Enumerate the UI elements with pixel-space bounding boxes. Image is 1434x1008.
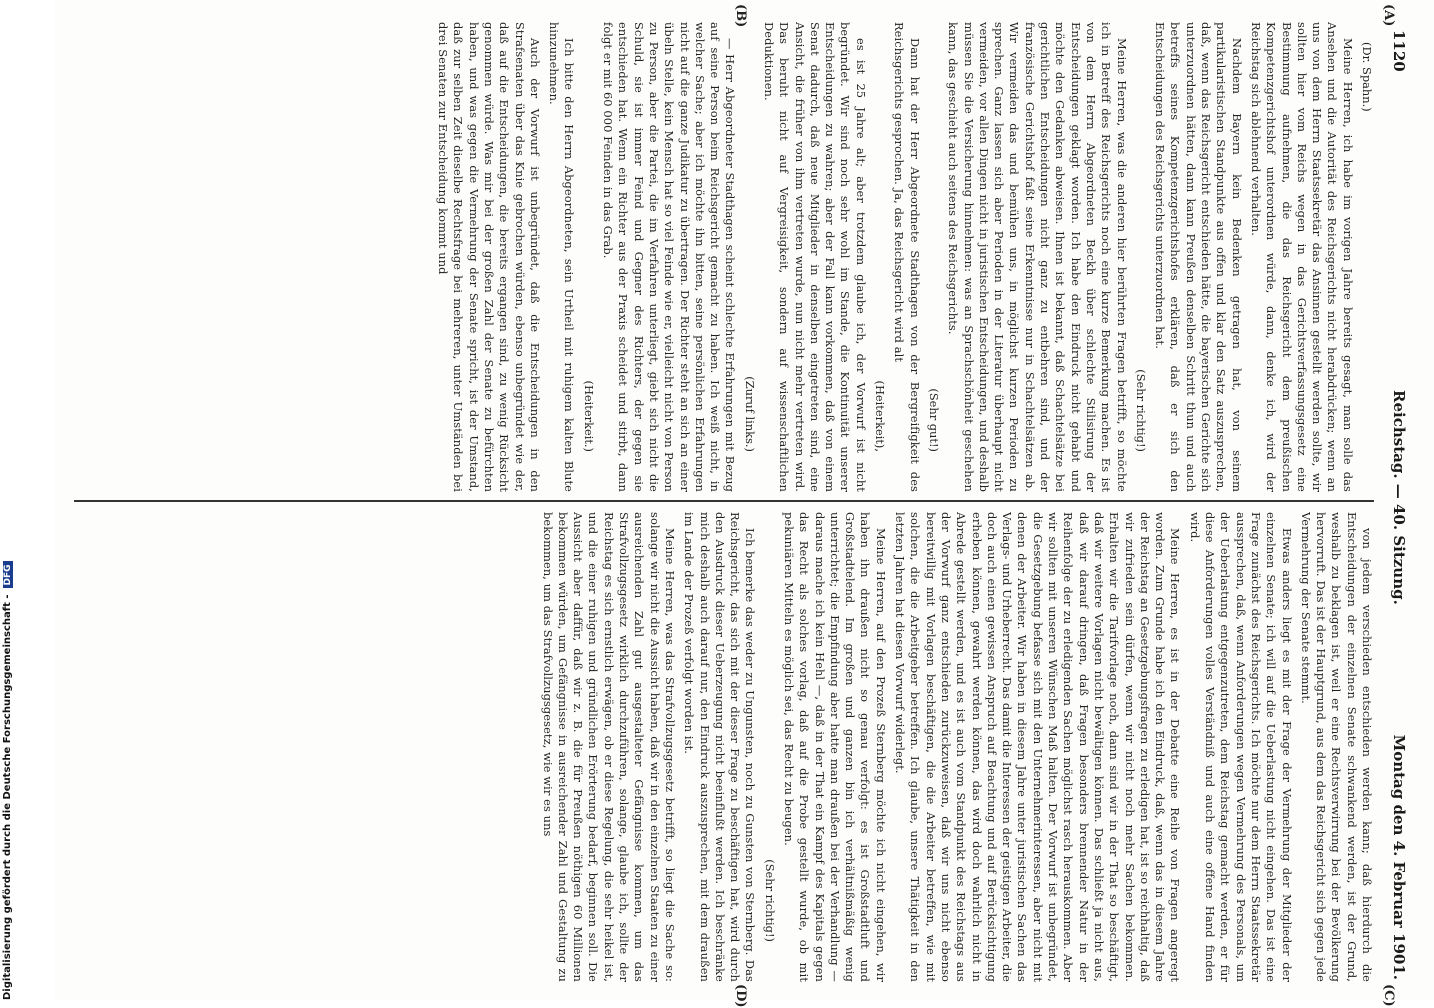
margin-marker-b: (B) (733, 4, 748, 28)
interjection: (Sehr gut!) (926, 388, 941, 452)
paragraph: Auch der Vorwurf ist unbegründet, daß die Entscheidungen in den Strafsenaten über das Knie gebrochen würden, ebenso unbegründet wie der, daß auf die Entscheidungen, die bereits ergangen sind, zu wenig Rücksicht genommen würde. Was mir bei der großen Zahl der Senate zu befürchten haben, und was gegen die Vermehrung der Senate spricht, ist der Umstand, daß zur selben Zeit dieselbe Rechtsfrage bei mehreren, unter Umständen bei drei Senaten zur Entscheidung kommt und (436, 22, 542, 492)
paragraph: Ich bemerke das weder zu Ungunsten, noch zu Gunsten von Sternberg. Das Reichsgericht, das sich mit der dieser Frage zu beschäftigen hat, wird durch den Ausdruck dieser Ueberzeugung nicht beeinflußt werden. Ich beschränke mich deshalb auch darauf nur, den Eindruck auszusprechen, mit dem draußen im Lande der Prozeß verfolgt worden ist. (682, 512, 758, 982)
paragraph: es ist 25 Jahre alt; aber trotzdem glaube ich, der Vorwurf ist nicht begründet. Wir sind noch sehr wohl im Stande, die Kontinuität unserer Entscheidungen zu wahren; aber der Fall kann vorkommen, daß von einem Senat dadurch, daß neue Mitglieder in denselben eingetreten sind, eine Ansicht, die früher von ihm vertreten wurde, nun nicht mehr vertreten wird. Das beruht nicht auf Vergreisigkeit, sondern auf wissenschaftlichen Deduktionen. (762, 22, 868, 492)
paragraph: Meine Herren, was die anderen hier berührten Fragen betrifft, so möchte ich in Betreff des Reichsgerichts noch eine kurze Bemerkung machen. Es ist von dem Herrn Abgeordneten Beckh über schlechte Stilisirung der Entscheidungen geklagt worden. Ich habe den Eindruck nicht gehabt und möchte den Gedanken abweisen. Ihnen ist bekannt, daß Schachtelsätze bei gerichtlichen Entscheidungen nicht ganz zu entbehren sind, und der französische Gerichtshof faßt seine Erkenntnisse nur in Schachtelsätzen ab. Wir vermeiden das und bemühen uns, in möglichst kurzen Perioden zu sprechen. Ganz lassen sich aber Perioden in der Literatur überhaupt nicht vermeiden, vor allen Dingen nicht in juristischen Entscheidungen, und deshalb müssen Sie die Versicherung hinnehmen: was an Sprachschönheit geschehen kann, das geschieht auch seitens des Reichsgerichts. (946, 22, 1129, 492)
paragraph: — Herr Abgeordneter Stadthagen scheint schlechte Erfahrungen mit Bezug auf seine Person beim Reichsgericht gemacht zu haben. Ich weiß nicht, in welcher Sache; aber ich möchte ihn bitten, seine persönlichen Erfahrungen nicht auf die ganze Judikatur zu übertragen. Der Richter steht an sich an einer übeln Stelle, kein Mensch hat so viel Feinde wie er, vielleicht nicht von Person zu Person, aber die Partei, die im Verfahren unterliegt, giebt sich nicht die Schuld, sie ist immer Feind und Gegner des Richters, der gegen sie entschieden hat. Wenn ein Richter aus der Praxis scheidet und stirbt, dann folgt er mit 60 000 Feinden in das Grab. (601, 22, 738, 492)
paragraph: Ich bitte den Herrn Abgeordneten, sein Urtheil mit ruhigem kalten Blute hinzunehmen. (547, 22, 577, 492)
session-title: Reichstag. — 40. Sitzung. (1390, 390, 1408, 605)
credit-text: Digitalisierung gefördert durch die Deutsche Forschungsgemeinschaft - (2, 594, 13, 1000)
paragraph: Dann hat der Herr Abgeordnete Stadthagen von der Bergreifigkeit des Reichsgerichts gesprochen. Ja, das Reichsgericht wird alt (892, 22, 922, 492)
left-column (74, 22, 1374, 492)
session-date: Montag den 4. Februar 1901. (1390, 734, 1408, 980)
margin-marker-d: (D) (733, 984, 748, 1008)
dfg-logo: DFG (3, 561, 13, 588)
margin-marker-c: (C) (1381, 984, 1396, 1007)
paragraph: Meine Herren, es ist in der Debatte eine Reihe von Fragen angeregt worden. Zum Grunde habe ich den Eindruck, daß, wenn das in diesem Jahre der Reichstag an Gesetzgebungsfragen zu erledigen hat, ist so reichhaltig, daß wir zufrieden sein dürfen, wenn wir nicht noch mehr Sachen bekommen. Erhalten wir die Tarifvorlage noch, dann sind wir in der That so beschäftigt, daß wir weitere Vorlagen nicht bewältigen können. Das schließt ja nicht aus, daß wir darauf dringen, daß Fragen besonders brennender Natur in der Reihenfolge der zu erledigenden Sachen möglichst rasch herauskommen. Aber wir sollten mit unseren Wünschen Maß halten. Der Vorwurf ist unbegründet, die Gesetzgebung befasse sich mit den Unternehmerinteressen, aber nicht mit denen der Arbeiter. Wir haben in diesem Jahre unter juristischen Sachen das Verlags- und Urheberrecht. Das damit die Interessen der geistigen Arbeiter, die doch auch einen gewissen Anspruch auf Beachtung und auf Berücksichtigung erheben können, gewahrt werden können, das wird doch wahrlich nicht in Abrede gestellt werden, und es ist auch vom Standpunkt des Reichstags aus der Vorwurf ganz entschieden zurückzuweisen, daß wir uns nicht ebenso bereitwillig mit Vorlagen beschäftigen, die die Arbeiter betreffen, wie mit solchen, die die Arbeitgeber betreffen. Ich glaube, unsere Thätigkeit in den letzten Jahren hat diesen Vorwurf widerlegt. (893, 512, 1183, 982)
paragraph: Meine Herren, ich habe im vorigen Jahre bereits gesagt, man solle das Ansehen und die Autorität des Reichsgerichts nicht herabdrücken; wenn an uns von dem Herrn Staatssekretär das Ansinnen gestellt werden sollte, wir sollten hier vom Reichs wegen in das Gerichtsverfassungsgesetz eine Bestimmung aufnehmen, die das Reichsgericht dem preußischen Kompetenzgerichtshof unterordnen würde, dann, denke ich, wird der Reichstag sich ablehnend verhalten. (1248, 22, 1355, 492)
page-header (1386, 0, 1426, 1000)
paragraph: von jedem verschieden entschieden werden kann; daß hierdurch die Entscheidungen der einzelnen Senate schwankend werden, ist der Grund, weshalb zu beklagen ist, weil er eine Rechtsverwirrung bei der Bevölkerung hervorruft. Das ist der Hauptgrund, aus dem das Reichsgericht sich gegen jede Vermehrung der Senate stemmt. (1298, 512, 1374, 982)
digitization-credit (2, 0, 20, 1000)
interjection: (Sehr richtig!) (762, 859, 777, 942)
margin-marker-a: (A) (1381, 4, 1396, 27)
paragraph: Nachdem Bayern kein Bedenken getragen hat, von seinem partikularistischen Standpunkte aus offen und klar den Satz auszusprechen, daß, wenn das Reichsgericht entschieden hätte, die bayerischen Gerichte sich unterzuordnen hätten, dann kann Preußen denselben Schritt thun und auch betreffs seines Kompetenzgerichtshofes erklären, daß er sich den Entscheidungen des Reichsgerichts unterzuordnen hat. (1153, 22, 1244, 492)
footer-strip (2, 0, 18, 1000)
interjection: (Heiterkeit.) (581, 380, 596, 452)
rotated-page-frame (54, 0, 1434, 1008)
interjection: (Zuruf links.) (742, 376, 757, 452)
interjection: (Sehr richtig!) (1133, 369, 1148, 452)
speaker-name: (Dr. Spahn.) (1360, 42, 1374, 112)
paragraph: Meine Herren, was das Strafvollzugsgesetz betrifft, so liegt die Sache so: solange wir nicht die Aussicht haben, daß wir in den einzelnen Staaten zu einer ausreichenden Zahl gut ausgestalteter Gefängnisse kommen, um das Strafvollzugsgesetz wirklich durchzuführen, solange, glaube ich, sollte der Reichstag es sich ernstlich erwägen, ob er diese Regelung, die sehr heikel ist, und die einer ruhigen und gründlichen Erörterung bedarf, beginnen soll. Die Aussicht aber daffür, daß wir z. B. die für Preußen nöthigen 60 Millionen bekommen würden, um Gefängnisse in ausreichender Zahl und Gestaltung zu bekommen, um das Strafvollzugsgesetz, wie wir es uns (540, 512, 677, 982)
left-column-body (435, 22, 1355, 492)
column-divider (74, 500, 1374, 502)
right-column-body (539, 512, 1374, 982)
paragraph: Meine Herren, auf den Prozeß Sternberg möchte ich nicht eingehen, wir haben ihn draußen nicht so genau verfolgt: es ist Großstadtluft und Großstadtelend. Im großen und ganzen bin ich verhältnißmäßig wenig unterrichtet; die Empfindung aber hatte man draußen bei der Verhandlung — daraus mache ich kein Hehl —, daß in der That ein Kampf des Kapitals gegen das Recht als solches vorlag, daß auf die Probe gestellt wurde, ob mit pekuniären Mitteln es möglich sei, das Recht zu beugen. (782, 512, 888, 982)
page-number: 1120 (1390, 30, 1408, 72)
paragraph: Etwas anders liegt es mit der Frage der Vermehrung der Mitglieder der einzelnen Senate; ich will auf die Ueberlastung nicht eingehen. Das ist eine Frage zunächst des Reichsgerichts. Ich möchte nur dem Herrn Staatssekretär aussprechen, daß, wenn Anforderungen wegen Vermehrung des Personals, um der Ueberlastung entgegenzutreten, dem Reichstag gemacht werden, er für diese Anforderungen volles Verständniß und auch eine offene Hand finden wird. (1187, 512, 1294, 982)
interjection: (Heiterkeit), (873, 380, 888, 452)
right-column (74, 512, 1374, 982)
